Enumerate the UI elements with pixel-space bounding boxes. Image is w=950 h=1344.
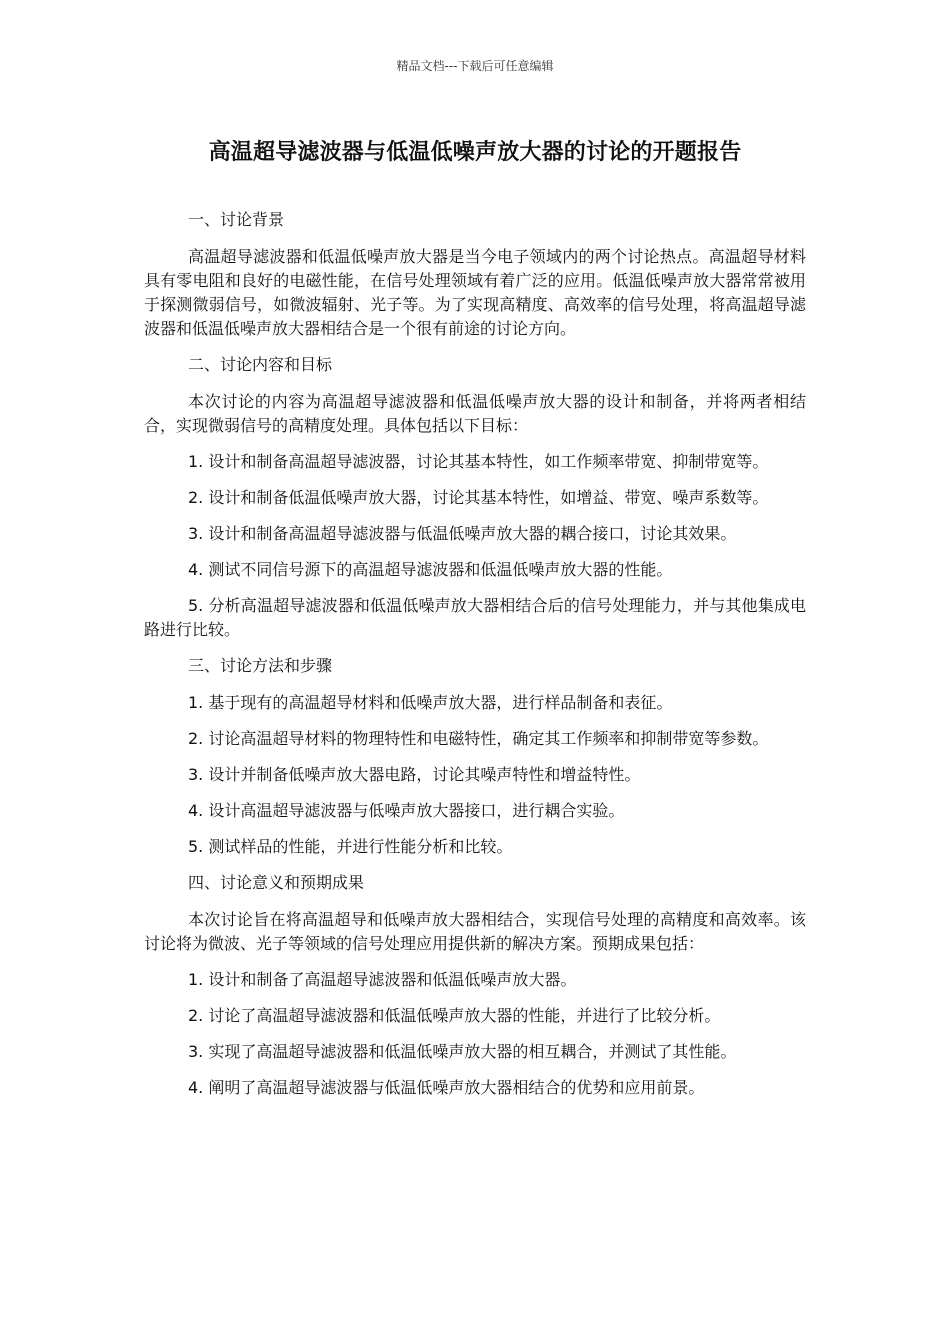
page-header: 精品文档---下载后可任意编辑 [396,59,554,73]
document-title: 高温超导滤波器与低温低噪声放大器的讨论的开题报告 [208,140,742,165]
list-item: 5. 测试样品的性能，并进行性能分析和比较。 [188,837,513,856]
list-item: 2. 讨论高温超导材料的物理特性和电磁特性，确定其工作频率和抑制带宽等参数。 [188,729,769,748]
paragraph: 高温超导滤波器和低温低噪声放大器是当今电子领域内的两个讨论热点。高温超导材料具有零电阻和良好的电磁性能，在信号处理领域有着广泛的应用。低温低噪声放大器常常被用于探测微弱信号，如微波辐射、光子等。为了实现高精度、高效率的信号处理，将高温超导滤波器和低温低噪声放大器相结合是一个很有前途的讨论方向。 [144,247,806,338]
list-item: 4. 测试不同信号源下的高温超导滤波器和低温低噪声放大器的性能。 [188,560,673,579]
list-item: 3. 设计并制备低噪声放大器电路，讨论其噪声特性和增益特性。 [188,765,641,784]
list-item: 3. 设计和制备高温超导滤波器与低温低噪声放大器的耦合接口，讨论其效果。 [188,524,737,543]
list-item: 4. 阐明了高温超导滤波器与低温低噪声放大器相结合的优势和应用前景。 [188,1078,705,1097]
list-item: 4. 设计高温超导滤波器与低噪声放大器接口，进行耦合实验。 [188,801,625,820]
section-heading-content-goals: 二、讨论内容和目标 [188,355,333,374]
section-heading-methods: 三、讨论方法和步骤 [188,656,333,675]
document-body [144,208,806,1112]
paragraph: 本次讨论旨在将高温超导和低噪声放大器相结合，实现信号处理的高精度和高效率。该讨论将为微波、光子等领域的信号处理应用提供新的解决方案。预期成果包括： [144,910,806,953]
section-heading-significance: 四、讨论意义和预期成果 [188,873,365,892]
list-item: 1. 设计和制备了高温超导滤波器和低温低噪声放大器。 [188,970,577,989]
list-item: 3. 实现了高温超导滤波器和低温低噪声放大器的相互耦合，并测试了其性能。 [188,1042,737,1061]
list-item: 1. 设计和制备高温超导滤波器，讨论其基本特性，如工作频率带宽、抑制带宽等。 [188,452,769,471]
section-heading-background: 一、讨论背景 [188,210,285,229]
list-item: 1. 基于现有的高温超导材料和低噪声放大器，进行样品制备和表征。 [188,693,673,712]
list-item: 5. 分析高温超导滤波器和低温低噪声放大器相结合后的信号处理能力，并与其他集成电路进行比较。 [144,596,806,639]
list-item: 2. 讨论了高温超导滤波器和低温低噪声放大器的性能，并进行了比较分析。 [188,1006,721,1025]
list-item: 2. 设计和制备低温低噪声放大器，讨论其基本特性，如增益、带宽、噪声系数等。 [188,488,769,507]
paragraph: 本次讨论的内容为高温超导滤波器和低温低噪声放大器的设计和制备，并将两者相结合，实现微弱信号的高精度处理。具体包括以下目标： [144,392,806,435]
